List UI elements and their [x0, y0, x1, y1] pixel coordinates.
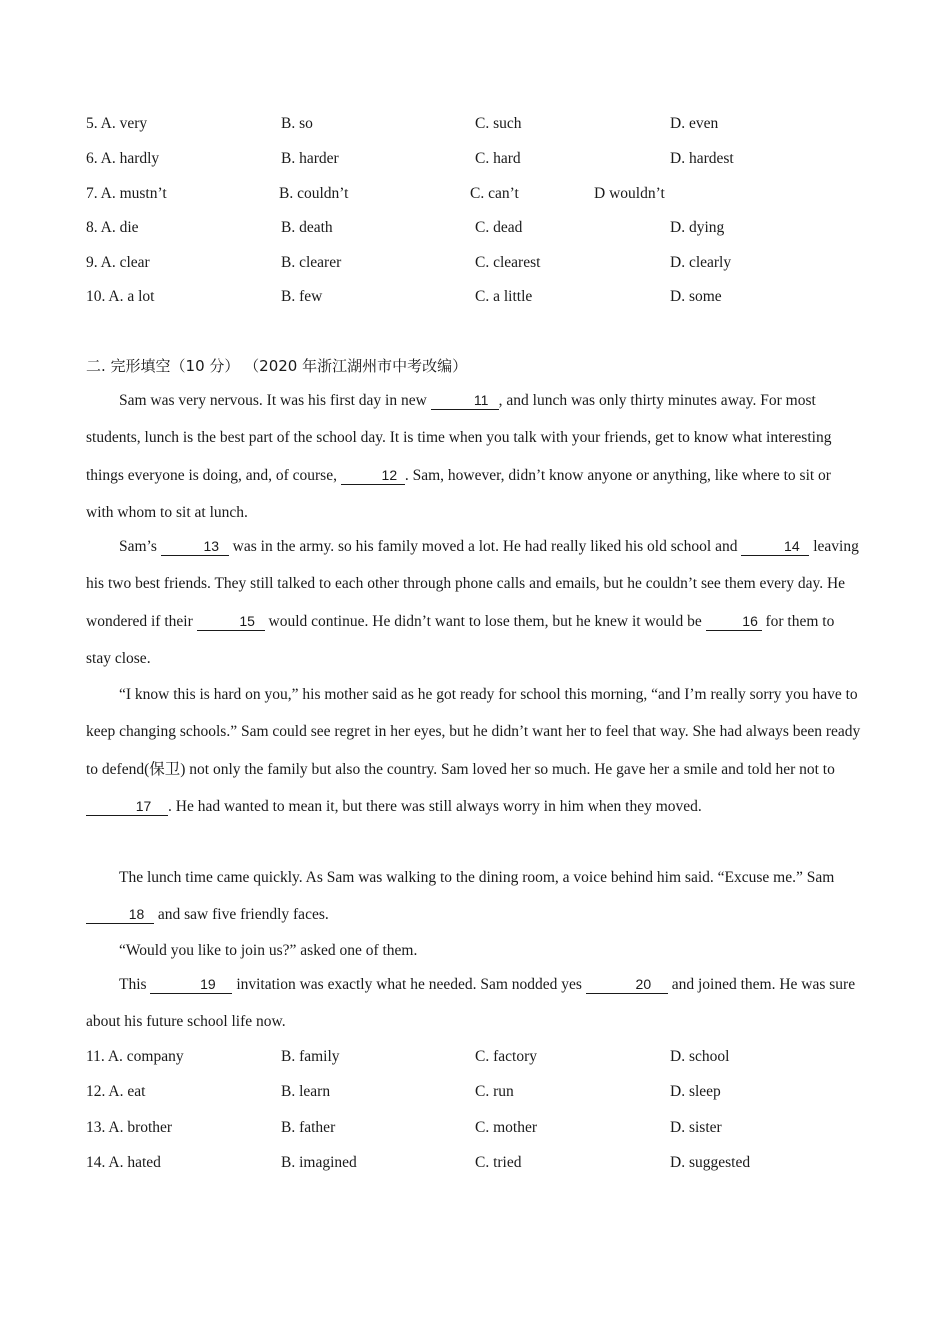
blank-11: 11	[431, 391, 499, 410]
option-a: 5. A. very	[86, 115, 148, 132]
passage-paragraph-5: “Would you like to join us?” asked one of them.	[119, 942, 418, 959]
question-14	[86, 1154, 886, 1178]
blank-15: 15	[197, 612, 265, 631]
option-d: D. some	[670, 288, 722, 305]
blank-14: 14	[741, 537, 809, 556]
option-d: D. clearly	[670, 254, 732, 271]
option-b: B. so	[281, 115, 313, 132]
question-9	[86, 254, 886, 278]
option-c: C. run	[475, 1083, 514, 1100]
option-a: 8. A. die	[86, 219, 139, 236]
blank-17: 17	[86, 797, 168, 816]
blank-13: 13	[161, 537, 229, 556]
option-b: B. imagined	[281, 1154, 357, 1171]
option-c: C. such	[475, 115, 522, 132]
option-c: C. can’t	[470, 185, 519, 202]
blank-12: 12	[341, 466, 405, 485]
option-b: B. father	[281, 1119, 336, 1136]
option-b: B. death	[281, 219, 333, 236]
question-11	[86, 1048, 886, 1072]
passage-paragraph-6: This 19 invitation was exactly what he needed. Sam nodded yes 20 and joined them. He was sure about his future school life now.	[86, 976, 856, 1031]
option-d: D. sister	[670, 1119, 722, 1136]
option-d: D. hardest	[670, 150, 734, 167]
question-10	[86, 288, 886, 312]
option-c: C. a little	[475, 288, 533, 305]
blank-19: 19	[150, 975, 232, 994]
option-c: C. dead	[475, 219, 523, 236]
option-a: 11. A. company	[86, 1048, 184, 1065]
option-a: 12. A. eat	[86, 1083, 146, 1100]
option-c: C. tried	[475, 1154, 522, 1171]
option-d: D. even	[670, 115, 719, 132]
question-8	[86, 219, 886, 243]
question-5	[86, 115, 886, 139]
option-a: 9. A. clear	[86, 254, 150, 271]
option-c: C. clearest	[475, 254, 541, 271]
option-d: D. school	[670, 1048, 730, 1065]
option-d: D. sleep	[670, 1083, 721, 1100]
option-b: B. learn	[281, 1083, 331, 1100]
passage-paragraph-3: “I know this is hard on you,” his mother said as he got ready for school this morning, “and I’m really sorry you have to keep changing schools.” Sam could see regret in her eyes, but he didn’t want her to feel that way. She had always been ready to defend(保卫) not only the family but also the country. Sam loved her so much. He gave her a smile and told her not to 17 . He had wanted to mean it, but there was still always worry in him when they moved.	[86, 686, 861, 815]
option-a: 7. A. mustn’t	[86, 185, 167, 202]
blank-16: 16	[706, 612, 762, 631]
question-6	[86, 150, 886, 174]
passage-paragraph-4: The lunch time came quickly. As Sam was walking to the dining room, a voice behind him said. “Excuse me.” Sam 18 and saw five friendly faces.	[86, 859, 862, 934]
option-b: B. family	[281, 1048, 340, 1065]
option-b: B. harder	[281, 150, 339, 167]
option-c: C. factory	[475, 1048, 537, 1065]
option-d: D. dying	[670, 219, 725, 236]
option-b: B. clearer	[281, 254, 342, 271]
option-c: C. mother	[475, 1119, 537, 1136]
option-c: C. hard	[475, 150, 521, 167]
option-a: 6. A. hardly	[86, 150, 160, 167]
option-d: D. suggested	[670, 1154, 751, 1171]
option-d: D wouldn’t	[594, 185, 665, 202]
passage-paragraph-2: Sam’s 13 was in the army. so his family moved a lot. He had really liked his old school and 14 leaving his two best friends. They still talked to each other through phone calls and emails, but he couldn’t see them every day. He wondered if their 15 would continue. He didn’t want to lose them, but he knew it would be 16 for them to stay close.	[86, 538, 859, 667]
question-12	[86, 1083, 886, 1107]
blank-20: 20	[586, 975, 668, 994]
question-7	[86, 185, 886, 209]
blank-18: 18	[86, 905, 154, 924]
question-13	[86, 1119, 886, 1143]
option-a: 10. A. a lot	[86, 288, 155, 305]
option-a: 13. A. brother	[86, 1119, 173, 1136]
option-a: 14. A. hated	[86, 1154, 161, 1171]
section-heading: 二. 完形填空（10 分） （2020 年浙江湖州市中考改编）	[86, 357, 468, 375]
option-b: B. couldn’t	[279, 185, 349, 202]
option-b: B. few	[281, 288, 323, 305]
passage-paragraph-1: Sam was very nervous. It was his first day in new 11 , and lunch was only thirty minutes away. For most students, lunch is the best part of the school day. It is time when you talk with your friends, get to know what interesting things everyone is doing, and, of course, 12 . Sam, however, didn’t know anyone or anything, like where to sit or with whom to sit at lunch.	[86, 392, 832, 521]
